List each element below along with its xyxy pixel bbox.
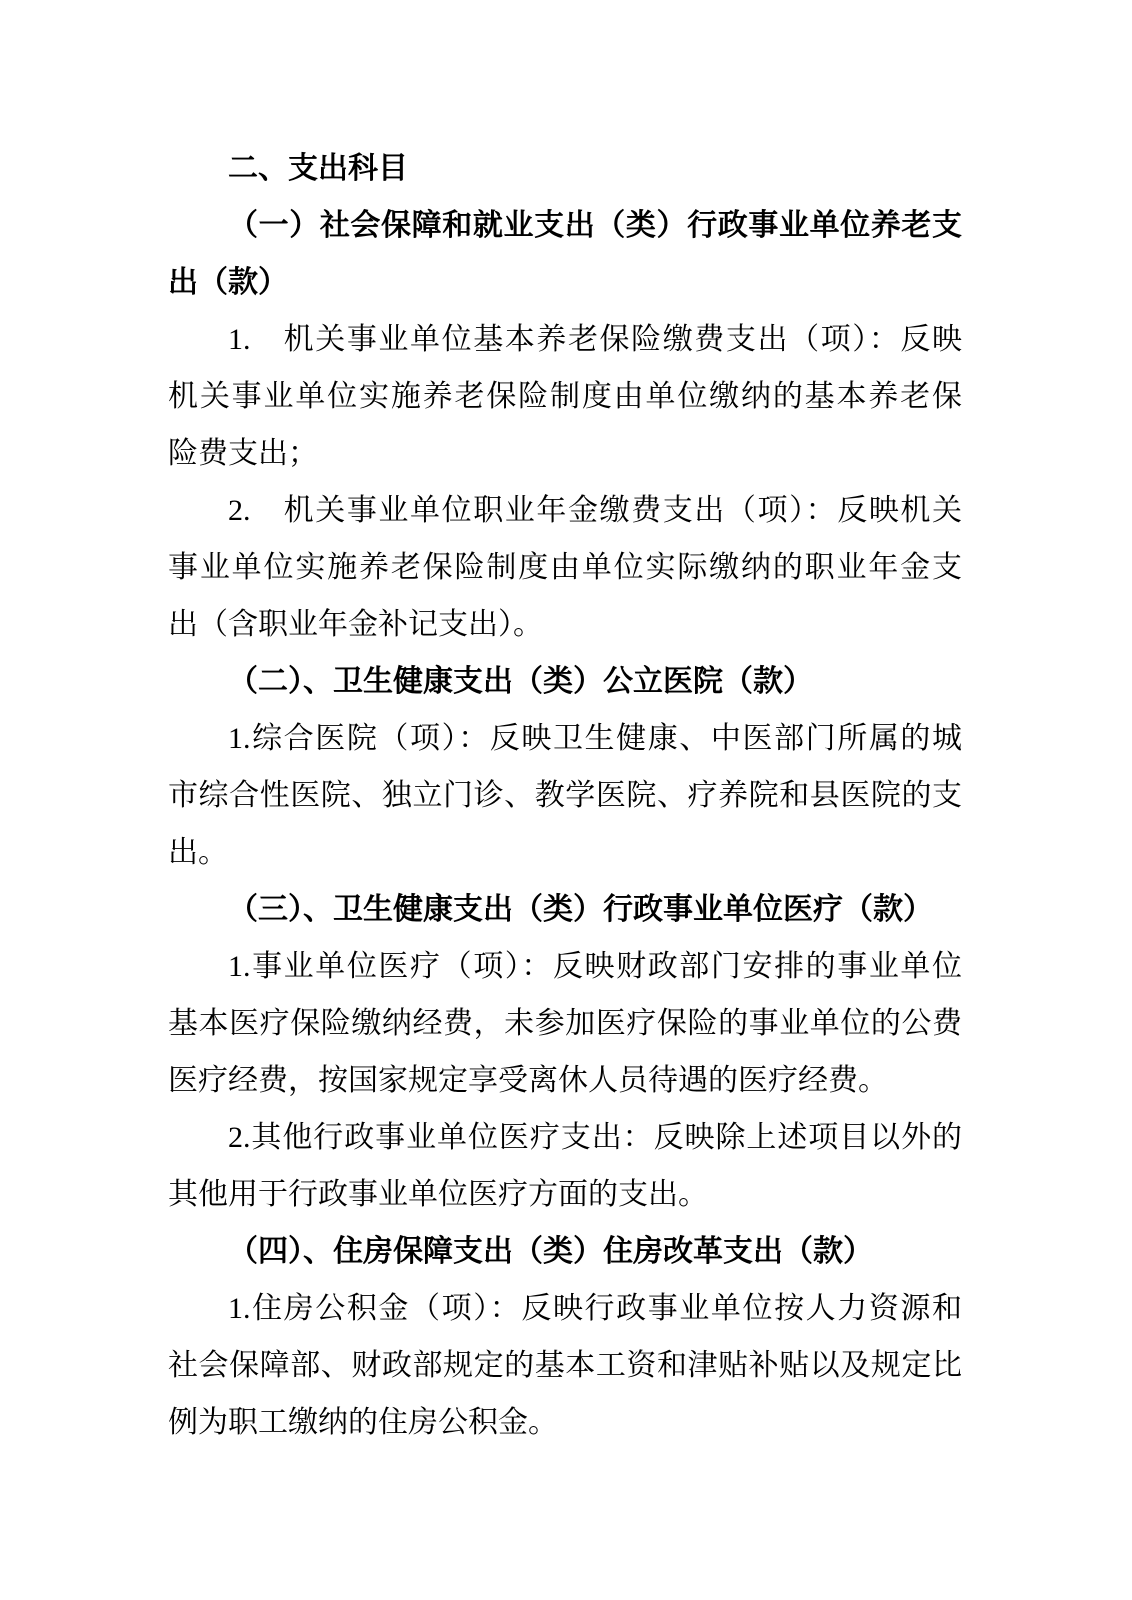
section-heading-line: （三）、卫生健康支出（类）行政事业单位医疗（款） xyxy=(228,893,933,926)
document-title-line: 二、支出科目 xyxy=(228,152,408,185)
body-line: 1.综合医院（项）：反映卫生健康、中医部门所属的城 xyxy=(228,722,962,755)
body-line: 市综合性医院、独立门诊、教学医院、疗养院和县医院的支 xyxy=(168,779,962,812)
body-line: 医疗经费，按国家规定享受离休人员待遇的医疗经费。 xyxy=(168,1064,888,1097)
body-line: 例为职工缴纳的住房公积金。 xyxy=(168,1406,558,1439)
body-line: 其他用于行政事业单位医疗方面的支出。 xyxy=(168,1178,708,1211)
body-line: 2. 机关事业单位职业年金缴费支出（项）：反映机关 xyxy=(228,494,962,527)
section-heading-line: （一）社会保障和就业支出（类）行政事业单位养老支 xyxy=(228,209,962,242)
section-heading-line: （四）、住房保障支出（类）住房改革支出（款） xyxy=(228,1235,873,1268)
body-line: 事业单位实施养老保险制度由单位实际缴纳的职业年金支 xyxy=(168,551,962,584)
body-line: 机关事业单位实施养老保险制度由单位缴纳的基本养老保 xyxy=(168,380,962,413)
body-line: 1.住房公积金（项）：反映行政事业单位按人力资源和 xyxy=(228,1292,962,1325)
body-line: 社会保障部、财政部规定的基本工资和津贴补贴以及规定比 xyxy=(168,1349,962,1382)
body-line: 险费支出； xyxy=(168,437,318,470)
body-line: 基本医疗保险缴纳经费，未参加医疗保险的事业单位的公费 xyxy=(168,1007,962,1040)
body-line: 1. 机关事业单位基本养老保险缴费支出（项）：反映 xyxy=(228,323,962,356)
body-line: 出。 xyxy=(168,836,228,869)
section-heading-line: （二）、卫生健康支出（类）公立医院（款） xyxy=(228,665,813,698)
body-line: 出（含职业年金补记支出）。 xyxy=(168,608,543,641)
section-heading-line: 出（款） xyxy=(168,266,288,299)
body-line: 2.其他行政事业单位医疗支出：反映除上述项目以外的 xyxy=(228,1121,962,1154)
body-line: 1.事业单位医疗（项）：反映财政部门安排的事业单位 xyxy=(228,950,962,983)
document-content xyxy=(168,140,962,1451)
